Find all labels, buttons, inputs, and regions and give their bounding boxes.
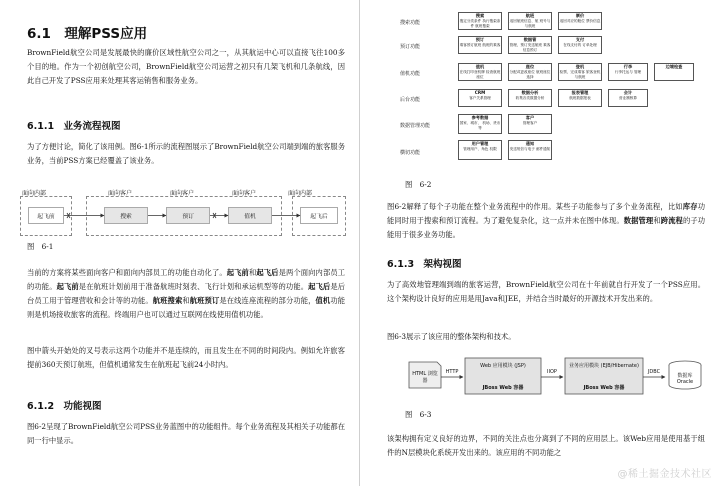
fbox-crm: CRM 客户关系管理 <box>458 89 502 107</box>
fbox-data: 数据管 管理，预订发送航班 乘客信息预订 <box>508 36 552 54</box>
section-title: 6.1 理解PSS应用 <box>27 26 148 42</box>
arch-web-server: JBoss Web 容器 <box>482 385 524 391</box>
flow-box-pre-flight: 起飞前 <box>28 207 64 224</box>
fbox-payment: 支付 在线支付的 订单处理 <box>558 36 602 54</box>
arch-biz-server: JBoss Web 容器 <box>583 385 625 391</box>
fbox-search: 搜索 搜定分类条件 执行搜索条件 航班搜索 <box>458 12 502 30</box>
fbox-user-mgmt: 用户管理 管理用户、角色 权限 <box>458 140 502 160</box>
arch-iiop-label: IIOP <box>547 369 557 375</box>
subsection-612-title: 6.1.2 功能视图 <box>27 401 102 412</box>
business-flow-diagram <box>20 188 346 236</box>
figure-6-3-caption: 图 6-3 <box>405 410 432 419</box>
row-label-datamgmt: 数据管理功能 <box>400 123 431 129</box>
fbox-flight: 航班 返回航班信息、航 班号与与航班 <box>508 12 552 30</box>
figure-6-1-caption: 图 6-1 <box>27 242 54 251</box>
fbox-accounting: 会计 营业额核算 <box>608 89 648 107</box>
fbox-boarding: 登机 检票，完成乘客 旅客登机与航班 <box>558 63 602 81</box>
arch-http-label: HTTP <box>445 369 459 375</box>
fbox-analytics: 数据分析 收集各类数据分析 <box>508 89 552 107</box>
fbox-seat: 座位 分配或更改座位 航班座位选择 <box>508 63 552 81</box>
architecture-intro-paragraph: 图6-3展示了该应用的整体架构和技术。 <box>387 332 516 341</box>
figure-6-2-caption: 图 6-2 <box>405 180 432 189</box>
automation-paragraph: 当前的方案将某些面向客户和面向内部员工的功能自动化了。起飞前和起飞后是两个面向内部员工的功能。起飞前是在航班计划前用于准备航班时刻表、飞行计划和承运机型等的功能。起飞后是后台员工用于管理营收和会计等的功能。航班搜索和航班预订是在线连座流程的部分功能，值机功能则是机场接收旅客的流程。终端用户也可以通过互联网在线使用值机功能。 <box>27 268 346 319</box>
row-label-backoffice: 后台功能 <box>400 97 421 103</box>
subsection-612-paragraph: 图6-2呈现了BrownField航空公司PSS业务蓝图中的功能组件。每个业务流程及其相关子功能都在同一行中显示。 <box>27 422 345 445</box>
fbox-customer: 客户 管理客户 <box>508 114 552 134</box>
arch-db-label: 数据库 Oracle <box>676 373 694 385</box>
arch-web-title: Web 应用模块 (JSP) <box>480 363 526 369</box>
flow-label-internal-1: 面向内部 <box>22 190 47 197</box>
flow-label-customer-3: 面向客户 <box>232 190 257 197</box>
fbox-reports: 报表管理 航班数据报表 <box>558 89 602 107</box>
arch-jdbc-label: JDBC <box>647 369 661 375</box>
subsection-613-paragraph: 为了高效地管理端到端的旅客运营，BrownField航空公司在十年前就自行开发了一个PSS应用。这个架构设计良好的应用是用Java和JEE，并结合当时最好的开源技术开发出来的。 <box>387 280 705 303</box>
function-explain-paragraph: 图6-2解释了每个子功能在整个业务流程中的作用。某些子功能参与了多个业务流程，比如库存功能同时用于搜索和预订流程。为了避免复杂化，这一点并未在图中体现。数据管理和跨流程的子功能用于很多业务功能。 <box>387 202 706 239</box>
fbox-checkin: 值机 在线打印登机牌 检查航班座位 <box>458 63 502 81</box>
row-label-search: 搜索功能 <box>400 20 421 26</box>
functional-view-diagram <box>400 8 700 163</box>
right-page <box>360 0 720 486</box>
row-label-checkin: 值机功能 <box>400 71 421 77</box>
flow-box-checkin: 值机 <box>228 207 272 224</box>
watermark: @稀土掘金技术社区 <box>617 469 712 480</box>
architecture-diagram <box>407 356 707 396</box>
arrow-note-paragraph: 图中箭头开始处的叉号表示这两个功能并不是连续的，而且发生在不同的时间段内。例如允许旅客提前360天预订航班，但值机通常发生在航班起飞前24小时内。 <box>27 346 345 369</box>
row-label-crosscutting: 横切功能 <box>400 150 421 156</box>
row-label-booking: 预订功能 <box>400 44 421 50</box>
flow-box-post-flight: 起飞后 <box>300 207 338 224</box>
flow-label-internal-2: 面向内部 <box>288 190 313 197</box>
fbox-baggage: 行李 行李托运与 管理 <box>608 63 648 81</box>
architecture-boundary-paragraph: 该架构拥有定义良好的边界，不同的关注点也分离到了不同的应用层上。该Web应用是使用基于组件的N层模块化系统开发出来的。该应用的不同功能之 <box>387 434 705 457</box>
subsection-611-title: 6.1.1 业务流程视图 <box>27 121 121 132</box>
arch-biz-title: 业务应用模块 (EJB/Hibernate) <box>569 363 639 369</box>
intro-paragraph: BrownField航空公司是发展最快的廉价区域性航空公司之一，从其航运中心可以直接飞往100多个目的地。作为一个初创航空公司，BrownField航空公司运营之初只有几架飞机和几条航线，因此自己开发了PSS应用来处理其客运销售和服务业务。 <box>27 48 345 85</box>
flow-label-customer-2: 面向客户 <box>170 190 195 197</box>
fbox-fare: 票价 返回对应的舱位 票价信息 <box>558 12 602 30</box>
flow-box-search: 搜索 <box>104 207 148 224</box>
subsection-613-title: 6.1.3 架构视图 <box>387 259 462 270</box>
fbox-notification: 通知 发送短信与电子 邮件通知 <box>508 140 552 160</box>
fbox-reserve: 预订 乘客预订航班 航班的乘客 <box>458 36 502 54</box>
flow-label-customer-1: 面向客户 <box>108 190 133 197</box>
subsection-611-paragraph: 为了方便讨论，简化了该用例。图6-1所示的流程图展示了BrownField航空公司端到端的旅客服务业务，当前PSS方案已经覆盖了该业务。 <box>27 142 345 165</box>
fbox-border: 边境检查 <box>654 63 694 81</box>
flow-arrows <box>20 188 346 236</box>
architecture-shapes <box>407 356 707 396</box>
arch-client-label: HTML 浏览器 <box>412 371 438 384</box>
flow-box-booking: 预订 <box>166 207 210 224</box>
fbox-reference-data: 参考数据 国家、城市、 机场、货币等 <box>458 114 502 134</box>
